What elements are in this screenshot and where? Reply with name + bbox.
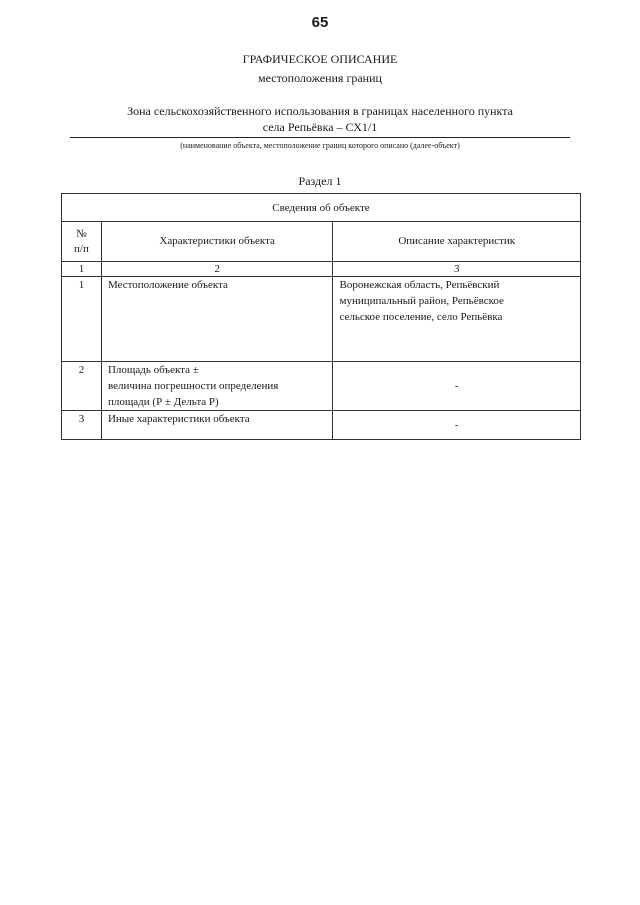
object-name — [60, 103, 580, 135]
row-description — [333, 277, 581, 362]
object-name-line-2: села Репьёвка – СХ1/1 — [262, 120, 378, 134]
section-title: Раздел 1 — [298, 174, 342, 188]
table-header-row — [62, 222, 581, 262]
row-characteristic: Иные характеристики объекта — [101, 411, 333, 440]
row-characteristic: Местоположение объекта — [101, 277, 333, 362]
header-characteristics: Характеристики объекта — [101, 222, 333, 262]
table-caption: Сведения об объекте — [62, 194, 581, 222]
row-characteristic — [101, 362, 333, 411]
table-row — [62, 411, 581, 440]
row-description-line: муниципальный район, Репьёвское — [339, 295, 504, 307]
row-characteristic-line: величина погрешности определения — [107, 380, 279, 392]
header-num — [62, 222, 102, 262]
row-characteristic-line: площади (Р ± Дельта Р) — [107, 396, 219, 408]
object-name-line-1: Зона сельскохозяйственного использования в границах населенного пункта — [127, 104, 513, 118]
row-characteristic-line: Площадь объекта ± — [107, 364, 199, 376]
page-number: 65 — [311, 14, 329, 31]
column-number-row — [62, 262, 581, 277]
column-number: 3 — [333, 262, 581, 277]
table-row — [62, 277, 581, 362]
row-description: - — [333, 411, 581, 440]
column-number: 1 — [62, 262, 102, 277]
header-num-line-2: п/п — [74, 242, 89, 255]
header-num-line-1: № — [76, 227, 87, 240]
document-title: ГРАФИЧЕСКОЕ ОПИСАНИЕ — [242, 52, 398, 66]
document-subtitle: местоположения границ — [258, 71, 382, 85]
row-num: 1 — [62, 277, 102, 362]
table-row — [62, 362, 581, 411]
row-description: - — [333, 362, 581, 411]
column-number: 2 — [101, 262, 333, 277]
header-description: Описание характеристик — [333, 222, 581, 262]
row-description-line: сельское поселение, село Репьёвка — [339, 311, 503, 323]
row-num: 3 — [62, 411, 102, 440]
object-name-note: (наименование объекта, местоположение границ которого описано (далее-объект) — [180, 141, 460, 150]
object-info-table — [61, 193, 581, 440]
row-description-line: Воронежская область, Репьёвский — [339, 279, 500, 291]
row-num: 2 — [62, 362, 102, 411]
object-name-underline — [70, 137, 570, 138]
